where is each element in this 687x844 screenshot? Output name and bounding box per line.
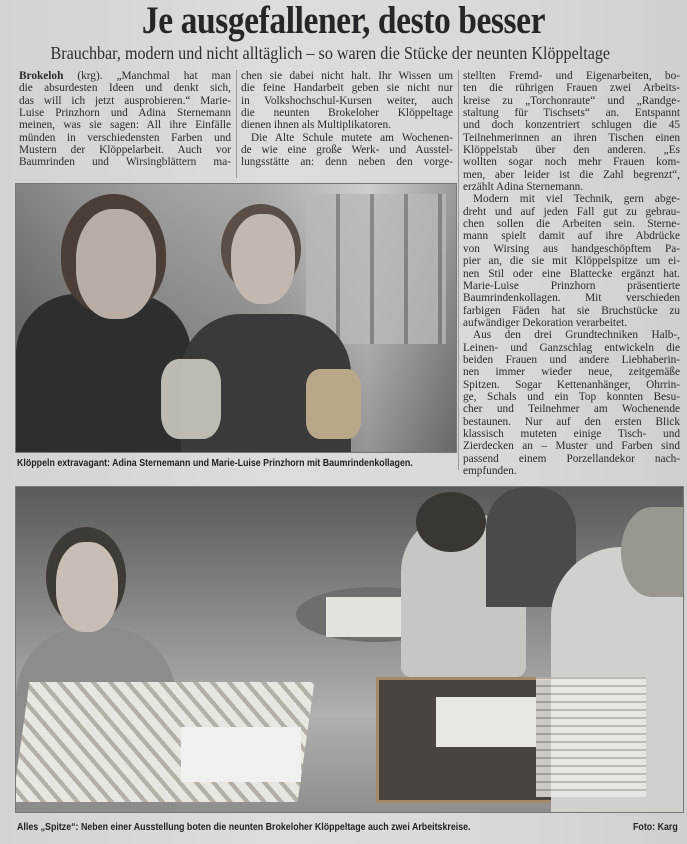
article-line: bestaunen. Nur auf den ersten Blick: [463, 415, 680, 428]
column-rule: [236, 70, 237, 178]
dateline: Brokeloh: [19, 70, 64, 82]
subheadline: Brauchbar, modern und nicht alltäglich – so waren die Stücke der neunten Klöppeltage: [50, 43, 611, 63]
article-line: Modern mit viel Technik, gern abge-: [473, 193, 680, 206]
article-line: chen sollen die Arbeiten sein. Sterne-: [463, 218, 680, 231]
article-line: Aus den drei Grundtechniken Halb-,: [473, 329, 680, 342]
article-line: chen sie dabei nicht halt. Ihr Wissen um: [241, 70, 453, 82]
article-line: farbigen Fäden hat sie Bruchstücke zu: [463, 304, 680, 317]
article-line: pier an, die sie mit Klöppelspitze um ei-: [463, 255, 680, 268]
article-line: Baumrindenkollagen. Mit verschieden: [463, 292, 680, 305]
article-column-1: [19, 70, 231, 169]
article-line: aufwändiger Dekoration verarbeitet.: [463, 316, 628, 329]
article-line: erzählt Adina Sternemann.: [463, 181, 584, 194]
article-line: lungsstätte an: denn neben den vorge-: [241, 156, 453, 169]
article-line: wollten sogar noch mehr Frauen kom-: [463, 156, 680, 169]
article-line: in Volkshochschul-Kursen weiter, auch: [241, 94, 453, 107]
article-line: Die Alte Schule mutete am Wochenen-: [251, 131, 453, 144]
article-line: die feine Handarbeit geben sie nicht nur: [241, 82, 453, 95]
article-column-3: [463, 70, 680, 477]
article-line: passend einem Porzellandekor nach-: [463, 452, 680, 465]
article-line: Baumrinden und Wirsingblättern ma-: [19, 156, 231, 169]
photo-credit: Foto: Karg: [633, 822, 678, 833]
article-line: das will ich jetzt ausprobieren.“ Marie-: [19, 94, 231, 107]
article-line: Marie-Luise Prinzhorn präsentierte: [463, 279, 680, 292]
article-line: Klöppelstab über den anderen. „Es: [463, 144, 680, 157]
photo-two-women-with-lace-collages: [15, 183, 457, 453]
article-line: kreise zu „Torchonraute“ und „Randge-: [463, 94, 680, 107]
article-line: men, aber leider ist die Zahl begrenzt“,: [463, 168, 680, 181]
article-line: nen immer wieder neue, zeitgemäße: [463, 366, 680, 379]
column-rule: [458, 70, 459, 470]
article-line: und doch konzentriert schlugen die 45: [463, 119, 680, 132]
article-line-text: (krg). „Manchmal hat man: [63, 70, 231, 82]
article-line: Teilnehmerinnen an ihren Tischen einen: [463, 131, 680, 144]
photo-lace-workshop: [15, 486, 684, 813]
article-line: staltung für Tischsets“ an. Entspannt: [463, 107, 680, 120]
article-line: Zierdecken an – Muster und Farben sind: [463, 440, 680, 453]
article-line: Spitzen. Sogar Kettenanhänger, Ohrrin-: [463, 378, 680, 391]
article-line: de wie eine große Werk- und Ausstel-: [241, 144, 453, 157]
article-line: klassisch muteten einige Tisch- und: [463, 427, 680, 440]
article-line: Mustern der Klöppelarbeit. Auch vor: [19, 144, 231, 157]
article-line: Luise Prinzhorn und Adina Sternemann: [19, 107, 231, 120]
article-line: Leinen- und Ganzschlag entwickeln die: [463, 341, 680, 354]
article-line: [19, 70, 231, 82]
article-line: meinen, was sie sagen: All ihre Einfälle: [19, 119, 231, 132]
article-line: beiden Frauen und andere Liebhaberin-: [463, 353, 680, 366]
article-line: dienen ihnen als Multiplikatoren.: [241, 119, 391, 132]
article-line: ten die rührigen Frauen zwei Arbeits-: [463, 82, 680, 95]
article-line: nen Stil oder eine Blattecke ergänzt hat.: [463, 267, 680, 280]
article-line: mann spielt damit auf ihre Abdrücke: [463, 230, 680, 243]
photo2-caption: Alles „Spitze“: Neben einer Ausstellung boten die neunten Brokeloher Klöppeltage auch zwei Arbeitskreise.: [17, 822, 471, 833]
article-line: ge, Schals und ein Top konnten Besu-: [463, 390, 680, 403]
article-line: dreht und auf jeden Fall gut zu gebrau-: [463, 205, 680, 218]
article-line: die neunten Brokeloher Klöppeltage: [241, 107, 453, 120]
photo1-caption: Klöppeln extravagant: Adina Sternemann und Marie-Luise Prinzhorn mit Baumrindenkollagen.: [17, 458, 413, 469]
article-line: die absurdesten Ideen und denkt sich,: [19, 82, 231, 95]
article-line: münden in verschiedensten Farben und: [19, 131, 231, 144]
article-line: empfunden.: [463, 465, 517, 477]
headline: Je ausgefallener, desto besser: [141, 0, 546, 42]
article-line: stellten Fremd- und Eigenarbeiten, bo-: [463, 70, 680, 82]
article-line: cher und Teilnehmer am Wochenende: [463, 403, 680, 416]
article-column-2: [241, 70, 453, 169]
article-line: von Wirsing aus handgeschöpftem Pa-: [463, 242, 680, 255]
